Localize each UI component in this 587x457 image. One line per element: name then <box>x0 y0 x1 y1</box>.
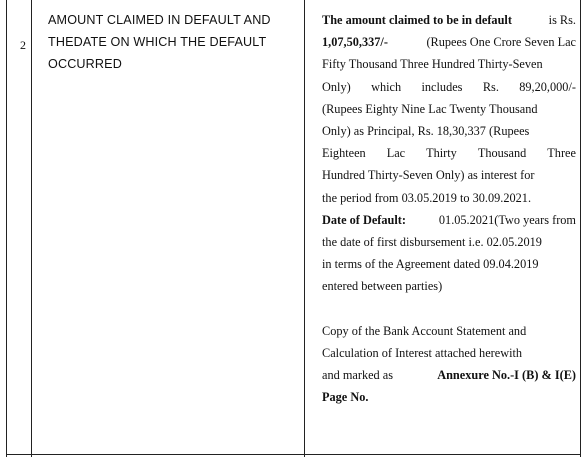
particulars-line: AMOUNT CLAIMED IN DEFAULT AND <box>48 13 271 27</box>
detail-line <box>322 76 576 98</box>
detail-line <box>322 231 576 253</box>
details-cell <box>322 9 576 408</box>
detail-line <box>322 342 576 364</box>
detail-line <box>322 9 576 31</box>
text-segment: (Rupees One Crore Seven Lac <box>426 35 576 50</box>
paragraph-gap <box>322 298 576 320</box>
detail-line <box>322 253 576 275</box>
text-segment: 01.05.2021(Two years from <box>438 212 576 227</box>
detail-line <box>322 364 576 386</box>
table-border-bottom <box>6 454 581 455</box>
text-segment: entered between parties) <box>322 279 443 294</box>
text-segment: Calculation of Interest attached herewith <box>322 345 523 360</box>
bold-text: Page No. <box>322 390 369 405</box>
text-segment: 89,20,000/- <box>519 79 576 94</box>
detail-line <box>322 320 576 342</box>
column-divider-serial <box>31 0 32 457</box>
detail-line <box>322 31 576 53</box>
annexure-paragraph <box>322 320 576 409</box>
bold-text: Annexure No.-I (B) & I(E) <box>437 368 576 383</box>
bold-text: The amount claimed to be in default <box>322 13 512 27</box>
text-segment: Thousand <box>477 146 527 161</box>
detail-line <box>322 142 576 164</box>
text-segment: and marked as <box>322 368 394 383</box>
text-segment: is Rs. <box>548 13 576 27</box>
date-of-default-paragraph <box>322 209 576 298</box>
text-segment: Only) as Principal, Rs. 18,30,337 (Rupees <box>322 124 530 139</box>
text-segment: Three <box>547 146 576 161</box>
text-segment: Lac <box>386 146 406 161</box>
claim-table <box>6 0 581 457</box>
detail-line <box>322 120 576 142</box>
text-segment: the date of first disbursement i.e. 02.05.2019 <box>322 235 542 250</box>
text-segment: the period from 03.05.2019 to 30.09.2021. <box>322 190 532 205</box>
text-segment: (Rupees Eighty Nine Lac Twenty Thousand <box>322 101 538 116</box>
detail-line <box>322 187 576 209</box>
table-border-left <box>6 0 7 457</box>
detail-line <box>322 53 576 75</box>
bold-text: 1,07,50,337/- <box>322 35 388 50</box>
column-divider-particulars <box>304 0 305 457</box>
detail-line <box>322 209 576 231</box>
detail-line <box>322 98 576 120</box>
text-segment: Hundred Thirty-Seven Only) as interest for <box>322 168 535 183</box>
text-segment: Thirty <box>426 146 457 161</box>
text-segment: which <box>371 79 402 94</box>
text-segment: Fifty Thousand Three Hundred Thirty-Seven <box>322 57 543 72</box>
bold-text: Date of Default: <box>322 212 407 227</box>
text-segment: Only) <box>322 79 351 94</box>
particulars-line: THEDATE ON WHICH THE DEFAULT <box>48 35 267 49</box>
text-segment: Eighteen <box>322 146 366 161</box>
text-segment: Rs. <box>482 79 499 94</box>
text-segment: Copy of the Bank Account Statement and <box>322 323 527 338</box>
text-segment: in terms of the Agreement dated 09.04.2019 <box>322 257 539 272</box>
table-border-right <box>580 0 581 457</box>
detail-line <box>322 275 576 297</box>
particulars-line: OCCURRED <box>48 57 122 71</box>
text-segment: includes <box>421 79 463 94</box>
detail-line <box>322 386 576 408</box>
detail-line <box>322 164 576 186</box>
particulars-cell <box>48 9 298 75</box>
serial-number: 2 <box>20 38 26 52</box>
default-amount-paragraph <box>322 9 576 209</box>
